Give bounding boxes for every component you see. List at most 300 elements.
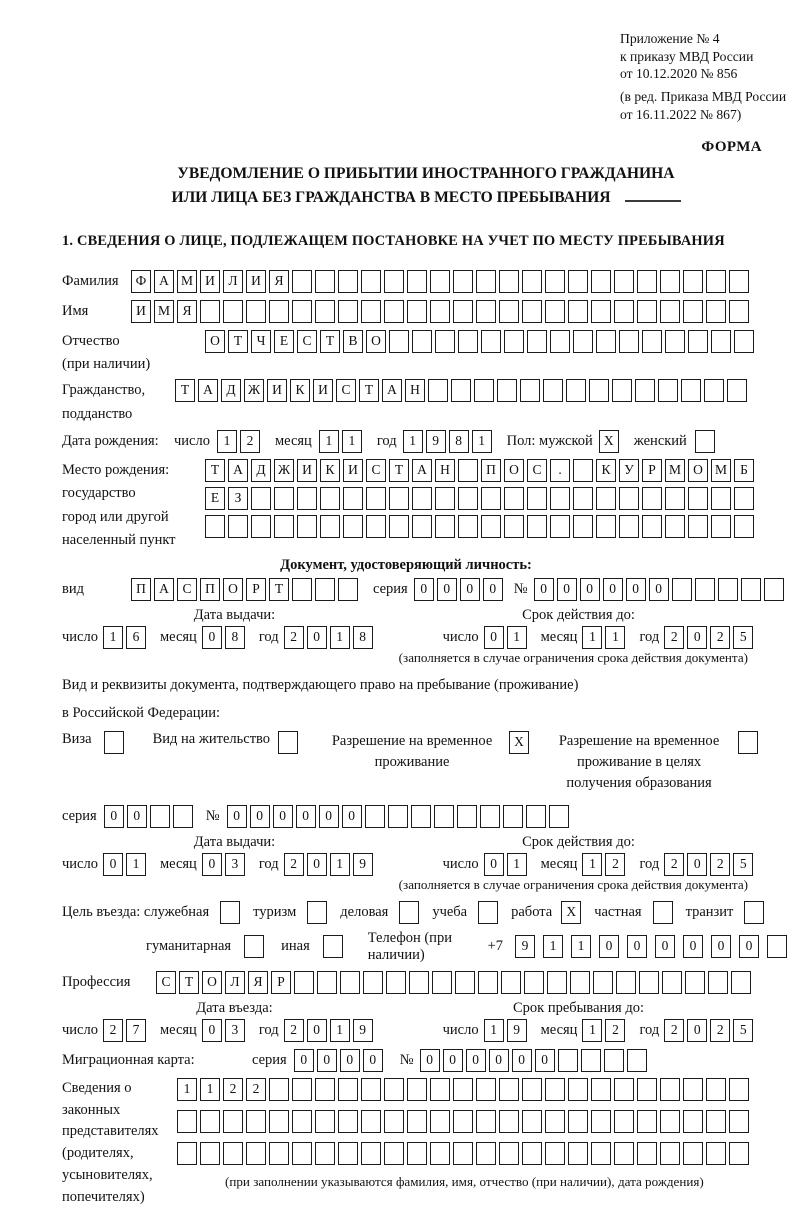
char-box[interactable]: 0 xyxy=(227,805,247,828)
char-box[interactable] xyxy=(323,935,343,958)
char-box[interactable] xyxy=(734,515,754,538)
char-box[interactable] xyxy=(320,487,340,510)
char-box[interactable] xyxy=(478,901,498,924)
char-box[interactable]: С xyxy=(177,578,197,601)
char-box[interactable]: 2 xyxy=(605,853,625,876)
char-box[interactable]: 1 xyxy=(103,626,123,649)
char-box[interactable]: 3 xyxy=(225,1019,245,1042)
char-box[interactable]: Т xyxy=(320,330,340,353)
char-box[interactable] xyxy=(365,805,385,828)
char-box[interactable] xyxy=(665,330,685,353)
char-box[interactable]: 2 xyxy=(103,1019,123,1042)
char-box[interactable] xyxy=(474,379,494,402)
char-box[interactable]: М xyxy=(711,459,731,482)
char-box[interactable]: 0 xyxy=(202,853,222,876)
char-box[interactable]: 0 xyxy=(484,626,504,649)
char-box[interactable]: 0 xyxy=(294,1049,314,1072)
char-box[interactable]: 0 xyxy=(307,853,327,876)
char-box[interactable] xyxy=(660,1078,680,1101)
char-box[interactable]: 1 xyxy=(126,853,146,876)
char-box[interactable]: 1 xyxy=(582,626,602,649)
char-box[interactable] xyxy=(591,1142,611,1165)
char-box[interactable]: Т xyxy=(179,971,199,994)
char-box[interactable] xyxy=(338,300,358,323)
char-box[interactable] xyxy=(695,578,715,601)
char-box[interactable] xyxy=(688,330,708,353)
char-box[interactable]: 1 xyxy=(319,430,339,453)
char-box[interactable]: Ж xyxy=(274,459,294,482)
char-box[interactable] xyxy=(614,300,634,323)
char-box[interactable] xyxy=(384,270,404,293)
char-box[interactable] xyxy=(274,487,294,510)
char-box[interactable] xyxy=(550,330,570,353)
char-box[interactable]: 9 xyxy=(353,853,373,876)
char-box[interactable] xyxy=(481,330,501,353)
char-box[interactable] xyxy=(520,379,540,402)
char-box[interactable]: X xyxy=(509,731,529,754)
char-box[interactable] xyxy=(734,487,754,510)
char-box[interactable] xyxy=(228,515,248,538)
char-box[interactable]: И xyxy=(267,379,287,402)
char-box[interactable] xyxy=(522,270,542,293)
char-box[interactable] xyxy=(412,515,432,538)
char-box[interactable] xyxy=(596,515,616,538)
char-box[interactable]: 0 xyxy=(460,578,480,601)
char-box[interactable] xyxy=(619,515,639,538)
char-box[interactable] xyxy=(338,1142,358,1165)
char-box[interactable]: 2 xyxy=(664,853,684,876)
char-box[interactable] xyxy=(200,300,220,323)
char-box[interactable] xyxy=(343,515,363,538)
char-box[interactable]: М xyxy=(177,270,197,293)
char-box[interactable]: 0 xyxy=(307,626,327,649)
char-box[interactable]: Н xyxy=(405,379,425,402)
char-box[interactable] xyxy=(683,300,703,323)
char-box[interactable] xyxy=(499,1110,519,1133)
char-box[interactable] xyxy=(616,971,636,994)
char-box[interactable]: 1 xyxy=(484,1019,504,1042)
char-box[interactable] xyxy=(384,1110,404,1133)
char-box[interactable]: 0 xyxy=(340,1049,360,1072)
char-box[interactable]: А xyxy=(412,459,432,482)
char-box[interactable]: 0 xyxy=(711,935,731,958)
char-box[interactable] xyxy=(639,971,659,994)
char-box[interactable]: X xyxy=(561,901,581,924)
char-box[interactable] xyxy=(315,1142,335,1165)
char-box[interactable]: 2 xyxy=(664,626,684,649)
char-box[interactable] xyxy=(251,487,271,510)
char-box[interactable] xyxy=(729,1110,749,1133)
char-box[interactable] xyxy=(292,1078,312,1101)
char-box[interactable]: 9 xyxy=(426,430,446,453)
char-box[interactable] xyxy=(292,270,312,293)
char-box[interactable] xyxy=(504,330,524,353)
char-box[interactable] xyxy=(718,578,738,601)
char-box[interactable] xyxy=(706,1110,726,1133)
char-box[interactable]: Т xyxy=(228,330,248,353)
char-box[interactable] xyxy=(660,270,680,293)
char-box[interactable]: Т xyxy=(205,459,225,482)
char-box[interactable]: П xyxy=(131,578,151,601)
char-box[interactable] xyxy=(292,578,312,601)
char-box[interactable]: 0 xyxy=(342,805,362,828)
char-box[interactable] xyxy=(409,971,429,994)
char-box[interactable] xyxy=(499,300,519,323)
char-box[interactable] xyxy=(604,1049,624,1072)
char-box[interactable]: 0 xyxy=(687,626,707,649)
char-box[interactable] xyxy=(315,1078,335,1101)
char-box[interactable]: 0 xyxy=(580,578,600,601)
char-box[interactable] xyxy=(738,731,758,754)
char-box[interactable]: 1 xyxy=(582,1019,602,1042)
char-box[interactable] xyxy=(278,731,298,754)
char-box[interactable] xyxy=(292,300,312,323)
char-box[interactable]: Т xyxy=(269,578,289,601)
char-box[interactable] xyxy=(435,515,455,538)
char-box[interactable] xyxy=(581,1049,601,1072)
char-box[interactable] xyxy=(317,971,337,994)
char-box[interactable]: Д xyxy=(251,459,271,482)
char-box[interactable] xyxy=(672,578,692,601)
char-box[interactable] xyxy=(504,487,524,510)
char-box[interactable]: С xyxy=(366,459,386,482)
char-box[interactable]: 0 xyxy=(739,935,759,958)
char-box[interactable]: Е xyxy=(205,487,225,510)
char-box[interactable] xyxy=(435,487,455,510)
char-box[interactable] xyxy=(570,971,590,994)
char-box[interactable]: К xyxy=(596,459,616,482)
char-box[interactable] xyxy=(683,1078,703,1101)
char-box[interactable] xyxy=(292,1142,312,1165)
char-box[interactable]: 0 xyxy=(273,805,293,828)
char-box[interactable] xyxy=(292,1110,312,1133)
char-box[interactable] xyxy=(384,1142,404,1165)
char-box[interactable] xyxy=(457,805,477,828)
char-box[interactable]: 0 xyxy=(512,1049,532,1072)
char-box[interactable] xyxy=(741,578,761,601)
char-box[interactable]: 0 xyxy=(317,1049,337,1072)
char-box[interactable] xyxy=(315,300,335,323)
char-box[interactable]: 0 xyxy=(534,578,554,601)
char-box[interactable]: 9 xyxy=(515,935,535,958)
char-box[interactable]: 0 xyxy=(443,1049,463,1072)
char-box[interactable] xyxy=(315,270,335,293)
char-box[interactable] xyxy=(706,270,726,293)
char-box[interactable] xyxy=(315,1110,335,1133)
char-box[interactable]: 0 xyxy=(319,805,339,828)
char-box[interactable] xyxy=(522,300,542,323)
char-box[interactable]: 8 xyxy=(353,626,373,649)
char-box[interactable] xyxy=(320,515,340,538)
char-box[interactable]: 0 xyxy=(420,1049,440,1072)
char-box[interactable] xyxy=(545,1142,565,1165)
char-box[interactable]: З xyxy=(228,487,248,510)
char-box[interactable] xyxy=(244,935,264,958)
char-box[interactable] xyxy=(711,515,731,538)
char-box[interactable] xyxy=(573,330,593,353)
char-box[interactable] xyxy=(504,515,524,538)
char-box[interactable] xyxy=(731,971,751,994)
char-box[interactable] xyxy=(637,1110,657,1133)
char-box[interactable] xyxy=(205,515,225,538)
char-box[interactable] xyxy=(711,330,731,353)
char-box[interactable]: 0 xyxy=(687,853,707,876)
char-box[interactable] xyxy=(430,1110,450,1133)
char-box[interactable] xyxy=(407,1142,427,1165)
char-box[interactable]: А xyxy=(198,379,218,402)
char-box[interactable] xyxy=(453,300,473,323)
char-box[interactable]: 0 xyxy=(687,1019,707,1042)
char-box[interactable] xyxy=(386,971,406,994)
char-box[interactable]: 9 xyxy=(507,1019,527,1042)
char-box[interactable] xyxy=(177,1142,197,1165)
char-box[interactable]: Р xyxy=(271,971,291,994)
char-box[interactable] xyxy=(499,1142,519,1165)
char-box[interactable] xyxy=(573,459,593,482)
char-box[interactable]: С xyxy=(336,379,356,402)
char-box[interactable]: 6 xyxy=(126,626,146,649)
char-box[interactable]: 1 xyxy=(605,626,625,649)
char-box[interactable] xyxy=(642,330,662,353)
char-box[interactable] xyxy=(478,971,498,994)
char-box[interactable] xyxy=(695,430,715,453)
char-box[interactable] xyxy=(430,300,450,323)
char-box[interactable] xyxy=(246,1142,266,1165)
char-box[interactable] xyxy=(688,515,708,538)
char-box[interactable] xyxy=(683,1142,703,1165)
char-box[interactable] xyxy=(361,270,381,293)
char-box[interactable]: 2 xyxy=(223,1078,243,1101)
char-box[interactable]: 0 xyxy=(655,935,675,958)
char-box[interactable] xyxy=(104,731,124,754)
char-box[interactable]: 1 xyxy=(571,935,591,958)
char-box[interactable] xyxy=(706,300,726,323)
char-box[interactable]: 2 xyxy=(246,1078,266,1101)
char-box[interactable]: 0 xyxy=(599,935,619,958)
char-box[interactable]: К xyxy=(320,459,340,482)
char-box[interactable] xyxy=(407,300,427,323)
char-box[interactable] xyxy=(458,330,478,353)
char-box[interactable]: 2 xyxy=(710,1019,730,1042)
char-box[interactable]: И xyxy=(246,270,266,293)
char-box[interactable] xyxy=(407,1078,427,1101)
char-box[interactable]: 2 xyxy=(710,626,730,649)
char-box[interactable]: 0 xyxy=(489,1049,509,1072)
char-box[interactable] xyxy=(708,971,728,994)
char-box[interactable]: 1 xyxy=(403,430,423,453)
char-box[interactable] xyxy=(338,578,358,601)
char-box[interactable] xyxy=(361,1110,381,1133)
char-box[interactable]: 2 xyxy=(240,430,260,453)
char-box[interactable] xyxy=(527,515,547,538)
char-box[interactable]: 2 xyxy=(710,853,730,876)
char-box[interactable]: Т xyxy=(359,379,379,402)
char-box[interactable] xyxy=(767,935,787,958)
char-box[interactable]: И xyxy=(313,379,333,402)
char-box[interactable] xyxy=(200,1142,220,1165)
char-box[interactable] xyxy=(338,1110,358,1133)
char-box[interactable]: 0 xyxy=(483,578,503,601)
char-box[interactable]: П xyxy=(200,578,220,601)
char-box[interactable] xyxy=(430,270,450,293)
char-box[interactable]: 1 xyxy=(200,1078,220,1101)
char-box[interactable] xyxy=(658,379,678,402)
char-box[interactable]: О xyxy=(223,578,243,601)
char-box[interactable] xyxy=(729,300,749,323)
char-box[interactable] xyxy=(501,971,521,994)
char-box[interactable] xyxy=(662,971,682,994)
char-box[interactable] xyxy=(223,300,243,323)
char-box[interactable]: Л xyxy=(223,270,243,293)
char-box[interactable]: Т xyxy=(389,459,409,482)
char-box[interactable]: Б xyxy=(734,459,754,482)
char-box[interactable]: Р xyxy=(246,578,266,601)
char-box[interactable]: П xyxy=(481,459,501,482)
char-box[interactable] xyxy=(223,1142,243,1165)
char-box[interactable] xyxy=(307,901,327,924)
char-box[interactable] xyxy=(545,1078,565,1101)
char-box[interactable]: 0 xyxy=(296,805,316,828)
char-box[interactable] xyxy=(729,1142,749,1165)
char-box[interactable] xyxy=(297,487,317,510)
char-box[interactable] xyxy=(568,1142,588,1165)
char-box[interactable]: О xyxy=(366,330,386,353)
char-box[interactable]: И xyxy=(297,459,317,482)
char-box[interactable] xyxy=(481,515,501,538)
char-box[interactable] xyxy=(389,515,409,538)
char-box[interactable] xyxy=(653,901,673,924)
char-box[interactable]: А xyxy=(228,459,248,482)
char-box[interactable]: 3 xyxy=(225,853,245,876)
char-box[interactable] xyxy=(177,1110,197,1133)
char-box[interactable]: 0 xyxy=(627,935,647,958)
char-box[interactable] xyxy=(734,330,754,353)
char-box[interactable]: 2 xyxy=(664,1019,684,1042)
char-box[interactable] xyxy=(412,487,432,510)
char-box[interactable]: А xyxy=(154,270,174,293)
char-box[interactable] xyxy=(399,901,419,924)
char-box[interactable]: 1 xyxy=(217,430,237,453)
char-box[interactable] xyxy=(476,1078,496,1101)
char-box[interactable] xyxy=(343,487,363,510)
char-box[interactable]: 1 xyxy=(330,1019,350,1042)
char-box[interactable]: 1 xyxy=(582,853,602,876)
char-box[interactable]: Ж xyxy=(244,379,264,402)
char-box[interactable] xyxy=(550,515,570,538)
char-box[interactable]: У xyxy=(619,459,639,482)
char-box[interactable] xyxy=(612,379,632,402)
char-box[interactable] xyxy=(591,300,611,323)
char-box[interactable] xyxy=(430,1142,450,1165)
char-box[interactable] xyxy=(637,270,657,293)
char-box[interactable] xyxy=(499,1078,519,1101)
char-box[interactable]: 1 xyxy=(507,626,527,649)
char-box[interactable] xyxy=(665,487,685,510)
char-box[interactable] xyxy=(637,1142,657,1165)
char-box[interactable] xyxy=(173,805,193,828)
char-box[interactable] xyxy=(503,805,523,828)
char-box[interactable] xyxy=(476,1142,496,1165)
char-box[interactable] xyxy=(294,971,314,994)
char-box[interactable] xyxy=(499,270,519,293)
char-box[interactable] xyxy=(568,300,588,323)
char-box[interactable] xyxy=(614,1078,634,1101)
char-box[interactable] xyxy=(545,270,565,293)
char-box[interactable]: X xyxy=(599,430,619,453)
char-box[interactable] xyxy=(480,805,500,828)
char-box[interactable] xyxy=(476,300,496,323)
char-box[interactable]: 0 xyxy=(104,805,124,828)
char-box[interactable]: 0 xyxy=(603,578,623,601)
char-box[interactable] xyxy=(526,805,546,828)
char-box[interactable] xyxy=(568,1110,588,1133)
char-box[interactable] xyxy=(389,330,409,353)
char-box[interactable]: 0 xyxy=(557,578,577,601)
char-box[interactable] xyxy=(660,1142,680,1165)
char-box[interactable] xyxy=(573,515,593,538)
char-box[interactable] xyxy=(434,805,454,828)
char-box[interactable] xyxy=(683,270,703,293)
char-box[interactable] xyxy=(428,379,448,402)
char-box[interactable] xyxy=(407,270,427,293)
char-box[interactable]: 8 xyxy=(225,626,245,649)
char-box[interactable] xyxy=(642,487,662,510)
char-box[interactable]: С xyxy=(156,971,176,994)
char-box[interactable]: И xyxy=(343,459,363,482)
char-box[interactable]: К xyxy=(290,379,310,402)
char-box[interactable] xyxy=(619,330,639,353)
char-box[interactable] xyxy=(522,1142,542,1165)
char-box[interactable]: Я xyxy=(177,300,197,323)
char-box[interactable] xyxy=(458,459,478,482)
char-box[interactable] xyxy=(704,379,724,402)
char-box[interactable] xyxy=(200,1110,220,1133)
char-box[interactable]: 1 xyxy=(330,626,350,649)
char-box[interactable] xyxy=(411,805,431,828)
char-box[interactable]: О xyxy=(688,459,708,482)
char-box[interactable] xyxy=(453,270,473,293)
char-box[interactable] xyxy=(637,1078,657,1101)
char-box[interactable] xyxy=(568,1078,588,1101)
char-box[interactable] xyxy=(524,971,544,994)
char-box[interactable] xyxy=(627,1049,647,1072)
char-box[interactable] xyxy=(619,487,639,510)
char-box[interactable] xyxy=(361,1078,381,1101)
char-box[interactable] xyxy=(407,1110,427,1133)
char-box[interactable] xyxy=(683,1110,703,1133)
char-box[interactable] xyxy=(251,515,271,538)
char-box[interactable] xyxy=(635,379,655,402)
char-box[interactable] xyxy=(589,379,609,402)
char-box[interactable] xyxy=(558,1049,578,1072)
char-box[interactable] xyxy=(637,300,657,323)
char-box[interactable]: А xyxy=(382,379,402,402)
char-box[interactable]: Л xyxy=(225,971,245,994)
char-box[interactable]: Н xyxy=(435,459,455,482)
char-box[interactable] xyxy=(455,971,475,994)
char-box[interactable] xyxy=(614,1142,634,1165)
char-box[interactable] xyxy=(744,901,764,924)
char-box[interactable]: 0 xyxy=(414,578,434,601)
char-box[interactable] xyxy=(593,971,613,994)
char-box[interactable]: Я xyxy=(269,270,289,293)
char-box[interactable]: 2 xyxy=(284,853,304,876)
char-box[interactable]: А xyxy=(154,578,174,601)
char-box[interactable] xyxy=(297,515,317,538)
char-box[interactable]: 1 xyxy=(472,430,492,453)
char-box[interactable] xyxy=(220,901,240,924)
char-box[interactable]: 0 xyxy=(307,1019,327,1042)
